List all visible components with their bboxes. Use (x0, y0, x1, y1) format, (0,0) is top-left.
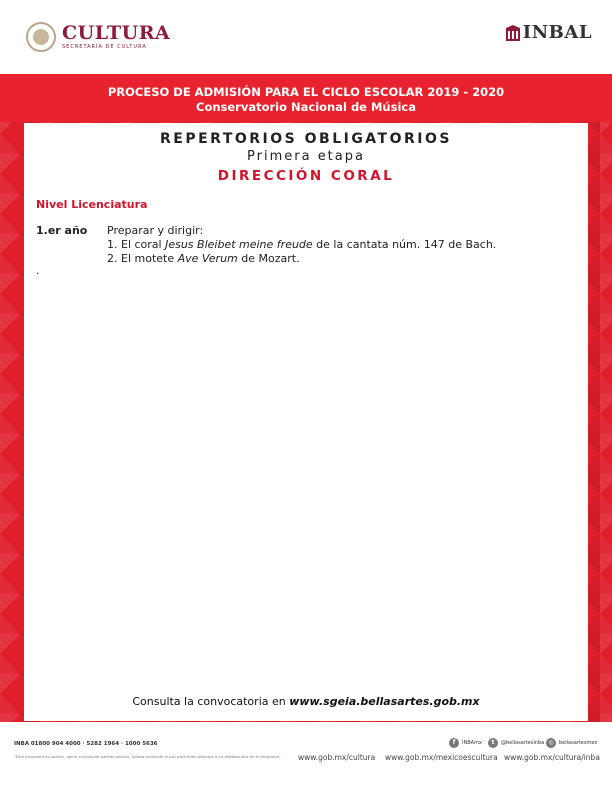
banner-title: PROCESO DE ADMISIÓN PARA EL CICLO ESCOLAR 2019 - 2020 (107, 85, 505, 99)
building-icon (506, 25, 520, 41)
document-subtitle: Primera etapa (247, 149, 365, 164)
instruction-text: Preparar y dirigir: (107, 224, 204, 237)
instagram-icon: ◎ (546, 738, 556, 748)
page-header (0, 0, 612, 74)
document-title: REPERTORIOS OBLIGATORIOS (160, 131, 452, 147)
page-footer (0, 722, 612, 792)
repertoire-item-2: 2. El motete Ave Verum de Mozart. (107, 252, 300, 265)
consulta-text: Consulta la convocatoria en www.sgeia.bellasartes.gob.mx (132, 695, 480, 708)
repertoire-list (107, 224, 496, 266)
year-label: 1.er año (36, 224, 88, 237)
inbal-logo (506, 22, 592, 43)
level-heading: Nivel Licenciatura (36, 198, 148, 211)
social-twitter[interactable]: t @bellasartesinba (488, 738, 544, 748)
facebook-icon: f (449, 738, 459, 748)
social-instagram[interactable]: ◎ bellasartesmex (546, 738, 597, 748)
social-facebook[interactable]: f INBAmx (449, 738, 482, 748)
banner-subtitle: Conservatorio Nacional de Música (196, 100, 416, 114)
footer-legal-notice: "Este programa es público, ajeno a cualquier partido político. Queda prohibido el uso para fines distintos a los establecidos en el programa" (14, 754, 281, 759)
national-seal-icon (26, 22, 56, 52)
content-panel (24, 123, 588, 721)
footer-phone: INBA 01800 904 4000 · 5282 1964 · 1000 5636 (14, 741, 158, 747)
work-title: Ave Verum (177, 252, 238, 265)
twitter-icon: t (488, 738, 498, 748)
footer-link-mexicoescultura[interactable]: www.gob.mx/mexicoescultura (385, 753, 498, 762)
work-title: Jesus Bleibet meine freude (165, 238, 313, 251)
document-area: DIRECCIÓN CORAL (217, 168, 395, 184)
consulta-link[interactable]: www.sgeia.bellasartes.gob.mx (289, 695, 480, 708)
trailing-dot: . (36, 264, 40, 277)
inbal-logo-text: INBAL (522, 22, 592, 43)
footer-link-inba[interactable]: www.gob.mx/cultura/inba (504, 753, 600, 762)
cultura-logo-text: CULTURA (62, 22, 171, 44)
footer-link-cultura[interactable]: www.gob.mx/cultura (298, 753, 376, 762)
cultura-logo-subtitle: SECRETARÍA DE CULTURA (62, 44, 147, 50)
cultura-logo (26, 22, 170, 52)
repertoire-item-1: 1. El coral Jesus Bleibet meine freude de la cantata núm. 147 de Bach. (107, 238, 497, 251)
